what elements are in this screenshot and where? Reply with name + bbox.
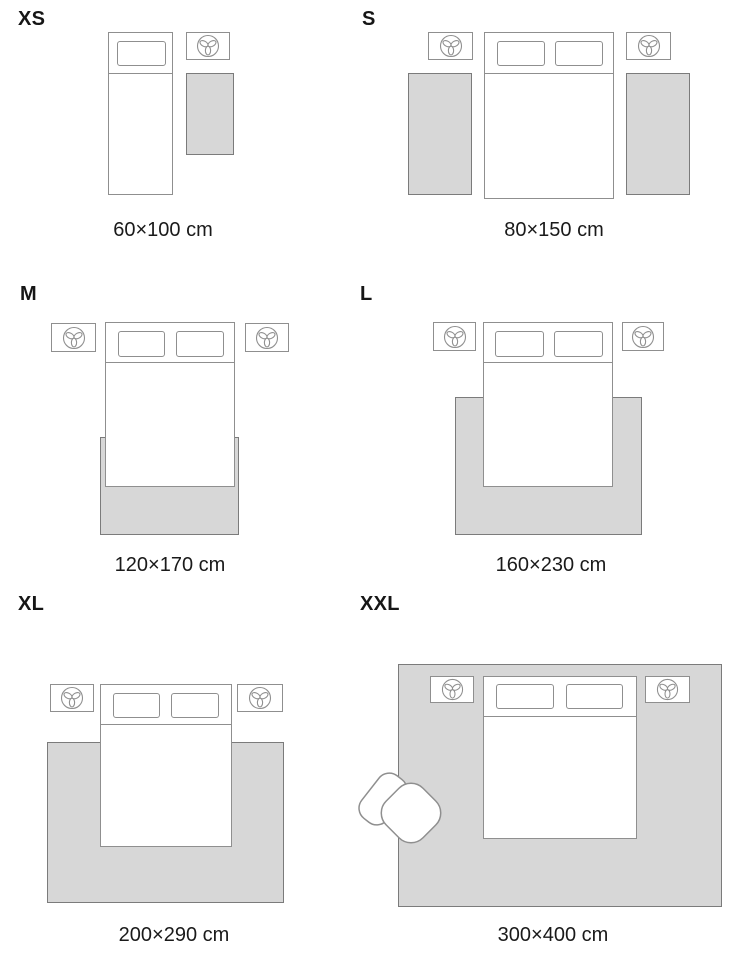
size-label-xxl: XXL [360, 593, 400, 615]
armchair-icon [358, 758, 448, 862]
dimension-caption: 80×150 cm [504, 219, 604, 241]
plant-icon [441, 678, 464, 701]
nightstand [645, 676, 690, 703]
dimension-caption: 120×170 cm [114, 554, 226, 576]
bed-headboard-divider [484, 716, 636, 717]
nightstand [430, 676, 474, 703]
plant-icon [656, 678, 679, 701]
size-label-xs: XS [18, 8, 46, 30]
size-label-s: S [362, 8, 376, 30]
dimension-caption: 160×230 cm [495, 554, 607, 576]
double-bed [483, 676, 637, 839]
pillow [496, 684, 554, 709]
size-label-xl: XL [18, 593, 45, 615]
size-label-m: M [20, 283, 37, 305]
size-label-l: L [360, 283, 373, 305]
dimension-caption: 60×100 cm [113, 219, 213, 241]
dimension-caption: 300×400 cm [497, 924, 609, 946]
pillow [566, 684, 623, 709]
dimension-caption: 200×290 cm [118, 924, 230, 946]
